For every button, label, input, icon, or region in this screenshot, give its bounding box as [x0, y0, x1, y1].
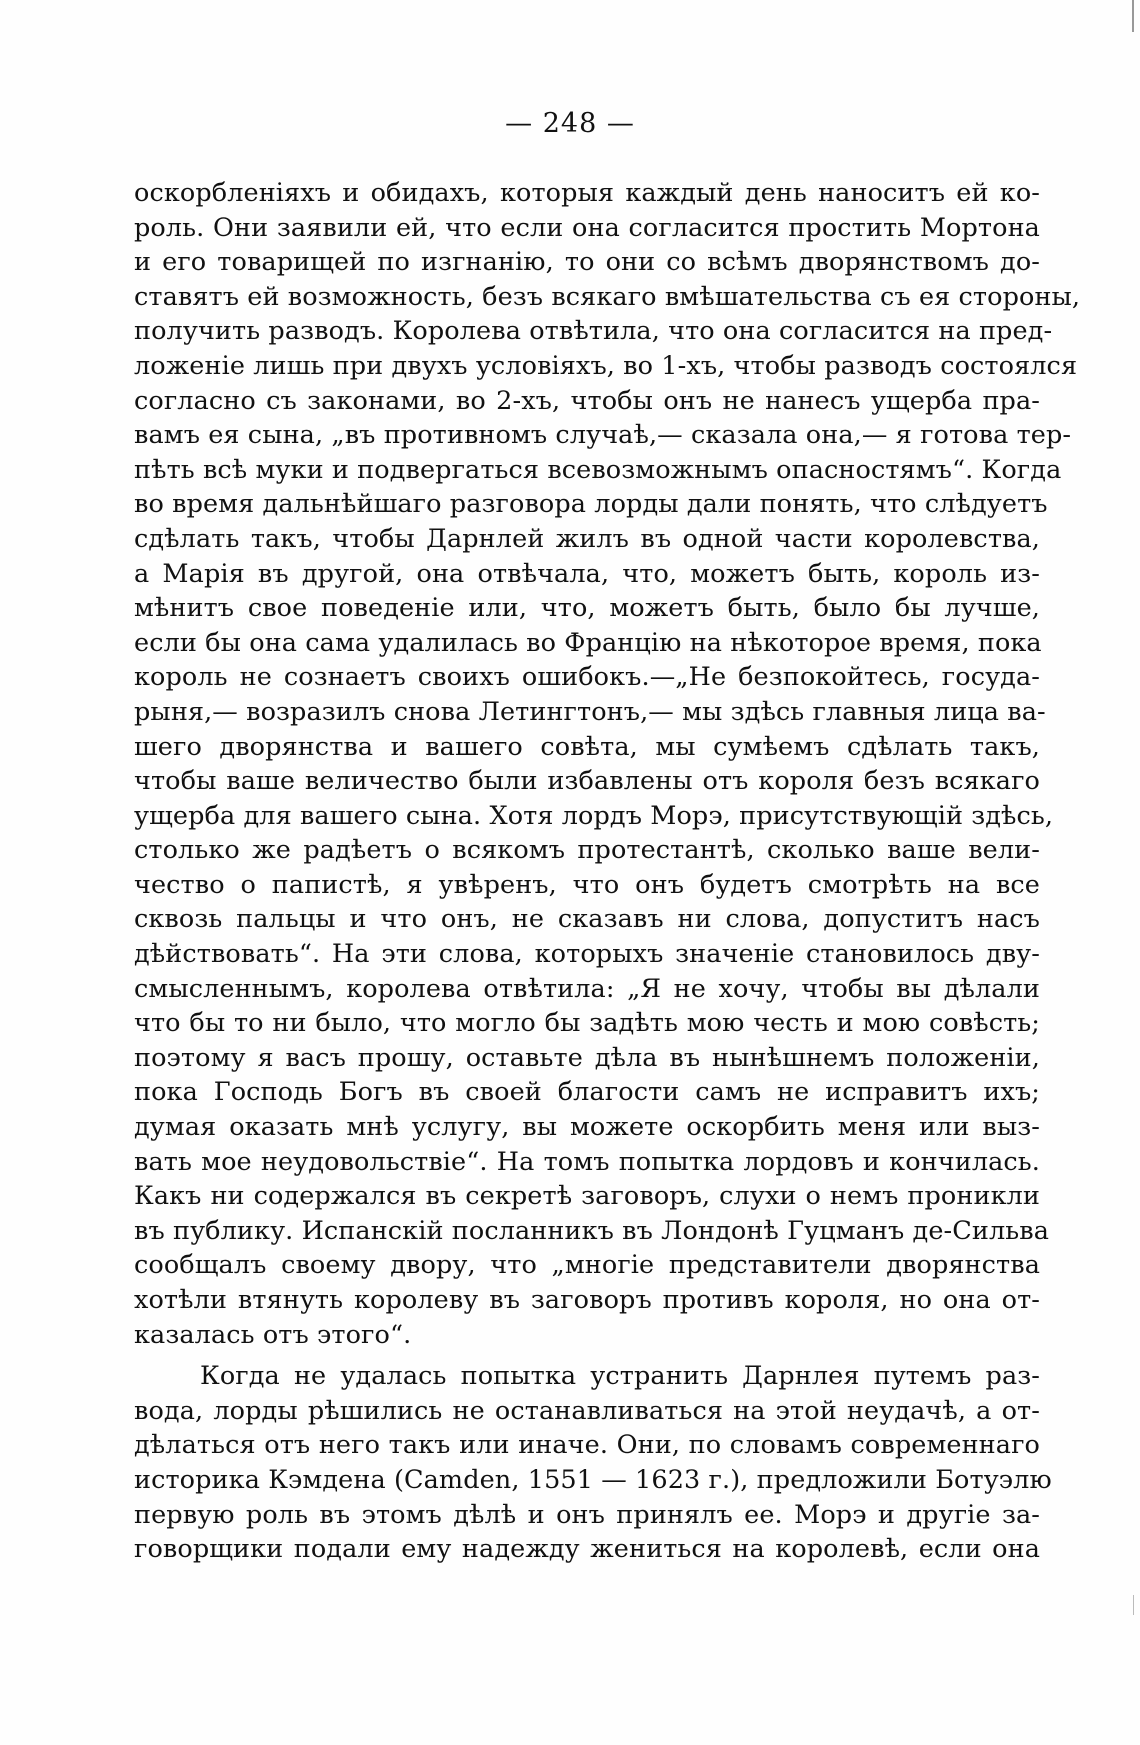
text-line: столько же радѣетъ о всякомъ протестантѣ, сколько ваше вели-: [134, 835, 1040, 866]
text-line: говорщики подали ему надежду жениться на королевѣ, если она: [134, 1534, 1040, 1565]
text-line: чество о папистѣ, я увѣренъ, что онъ будетъ смотрѣть на все: [134, 869, 1040, 900]
text-line: вамъ ея сына, „въ противномъ случаѣ,— сказала она,— я готова тер-: [134, 420, 1072, 451]
text-line: и его товарищей по изгнанію, то они со всѣмъ дворянствомъ до-: [134, 247, 1040, 278]
text-line: чтобы ваше величество были избавлены отъ короля безъ всякаго: [134, 766, 1040, 797]
text-line: король не сознаетъ своихъ ошибокъ.—„Не безпокойтесь, госуда-: [134, 662, 1040, 693]
text-line: ставятъ ей возможность, безъ всякаго вмѣшательства съ ея стороны,: [134, 281, 1081, 312]
text-line: пока Господь Богъ въ своей благости самъ не исправитъ ихъ;: [134, 1077, 1040, 1108]
text-line: дѣйствовать“. На эти слова, которыхъ значеніе становилось дву-: [134, 939, 1040, 970]
text-line: рыня,— возразилъ снова Летингтонъ,— мы здѣсь главныя лица ва-: [134, 696, 1046, 727]
text-line: сквозь пальцы и что онъ, не сказавъ ни слова, допуститъ насъ: [134, 904, 1040, 935]
text-line: если бы она сама удалилась во Францію на нѣкоторое время, пока: [134, 627, 1042, 658]
text-line: Когда не удалась попытка устранить Дарнлея путемъ раз-: [200, 1361, 1040, 1392]
text-line: смысленнымъ, королева отвѣтила: „Я не хочу, чтобы вы дѣлали: [134, 973, 1040, 1004]
text-line: ложеніе лишь при двухъ условіяхъ, во 1-хъ, чтобы разводъ состоялся: [134, 350, 1078, 381]
text-line: вать мое неудовольствіе“. На томъ попытка лордовъ и кончилась.: [134, 1146, 1040, 1177]
text-line: а Марія въ другой, она отвѣчала, что, можетъ быть, король из-: [134, 558, 1040, 589]
text-line: сдѣлать такъ, чтобы Дарнлей жилъ въ одной части королевства,: [134, 523, 1040, 554]
text-line: роль. Они заявили ей, что если она согласится простить Мортона: [134, 212, 1040, 243]
text-line: согласно съ законами, во 2-хъ, чтобы онъ не нанесъ ущерба пра-: [134, 385, 1040, 416]
paragraph-gap: [134, 1352, 1040, 1359]
text-line: вода, лорды рѣшились не останавливаться на этой неудачѣ, а от-: [134, 1395, 1040, 1426]
body-text: [134, 176, 1081, 1567]
text-line: мѣнитъ свое поведеніе или, что, можетъ быть, было бы лучше,: [134, 593, 1040, 624]
page-number: — 248 —: [505, 108, 635, 139]
text-line: дѣлаться отъ него такъ или иначе. Они, по словамъ современнаго: [134, 1430, 1040, 1461]
text-line: думая оказать мнѣ услугу, вы можете оскорбить меня или выз-: [134, 1112, 1040, 1143]
text-line: что бы то ни было, что могло бы задѣть мою честь и мою совѣсть;: [134, 1008, 1040, 1039]
text-line: пѣть всѣ муки и подвергаться всевозможнымъ опасностямъ“. Когда: [134, 454, 1062, 485]
text-line: первую роль въ этомъ дѣлѣ и онъ принялъ ее. Морэ и другіе за-: [134, 1499, 1040, 1530]
text-line: ущерба для вашего сына. Хотя лордъ Морэ, присутствующій здѣсь,: [134, 800, 1054, 831]
text-line: во время дальнѣйшаго разговора лорды дали понять, что слѣдуетъ: [134, 489, 1048, 520]
text-line: поэтому я васъ прошу, оставьте дѣла въ нынѣшнемъ положеніи,: [134, 1042, 1040, 1073]
text-line: получить разводъ. Королева отвѣтила, что она согласится на пред-: [134, 316, 1053, 347]
text-line: Какъ ни содержался въ секретѣ заговоръ, слухи о немъ проникли: [134, 1181, 1040, 1212]
scan-edge-mark: [1133, 1595, 1134, 1615]
scan-edge-mark: [1132, 0, 1134, 32]
text-line: въ публику. Испанскій посланникъ въ Лондонѣ Гуцманъ де-Сильва: [134, 1215, 1050, 1246]
text-line: сообщалъ своему двору, что „многіе представители дворянства: [134, 1250, 1040, 1281]
text-line: хотѣли втянуть королеву въ заговоръ противъ короля, но она от-: [134, 1285, 1040, 1315]
text-line: историка Кэмдена (Camden, 1551 — 1623 г.), предложили Ботуэлю: [134, 1464, 1052, 1495]
text-line: оскорбленіяхъ и обидахъ, которыя каждый день наноситъ ей ко-: [134, 178, 1040, 208]
text-line: казалась отъ этого“.: [134, 1319, 412, 1350]
text-line: шего дворянства и вашего совѣта, мы сумѣемъ сдѣлать такъ,: [134, 731, 1040, 762]
